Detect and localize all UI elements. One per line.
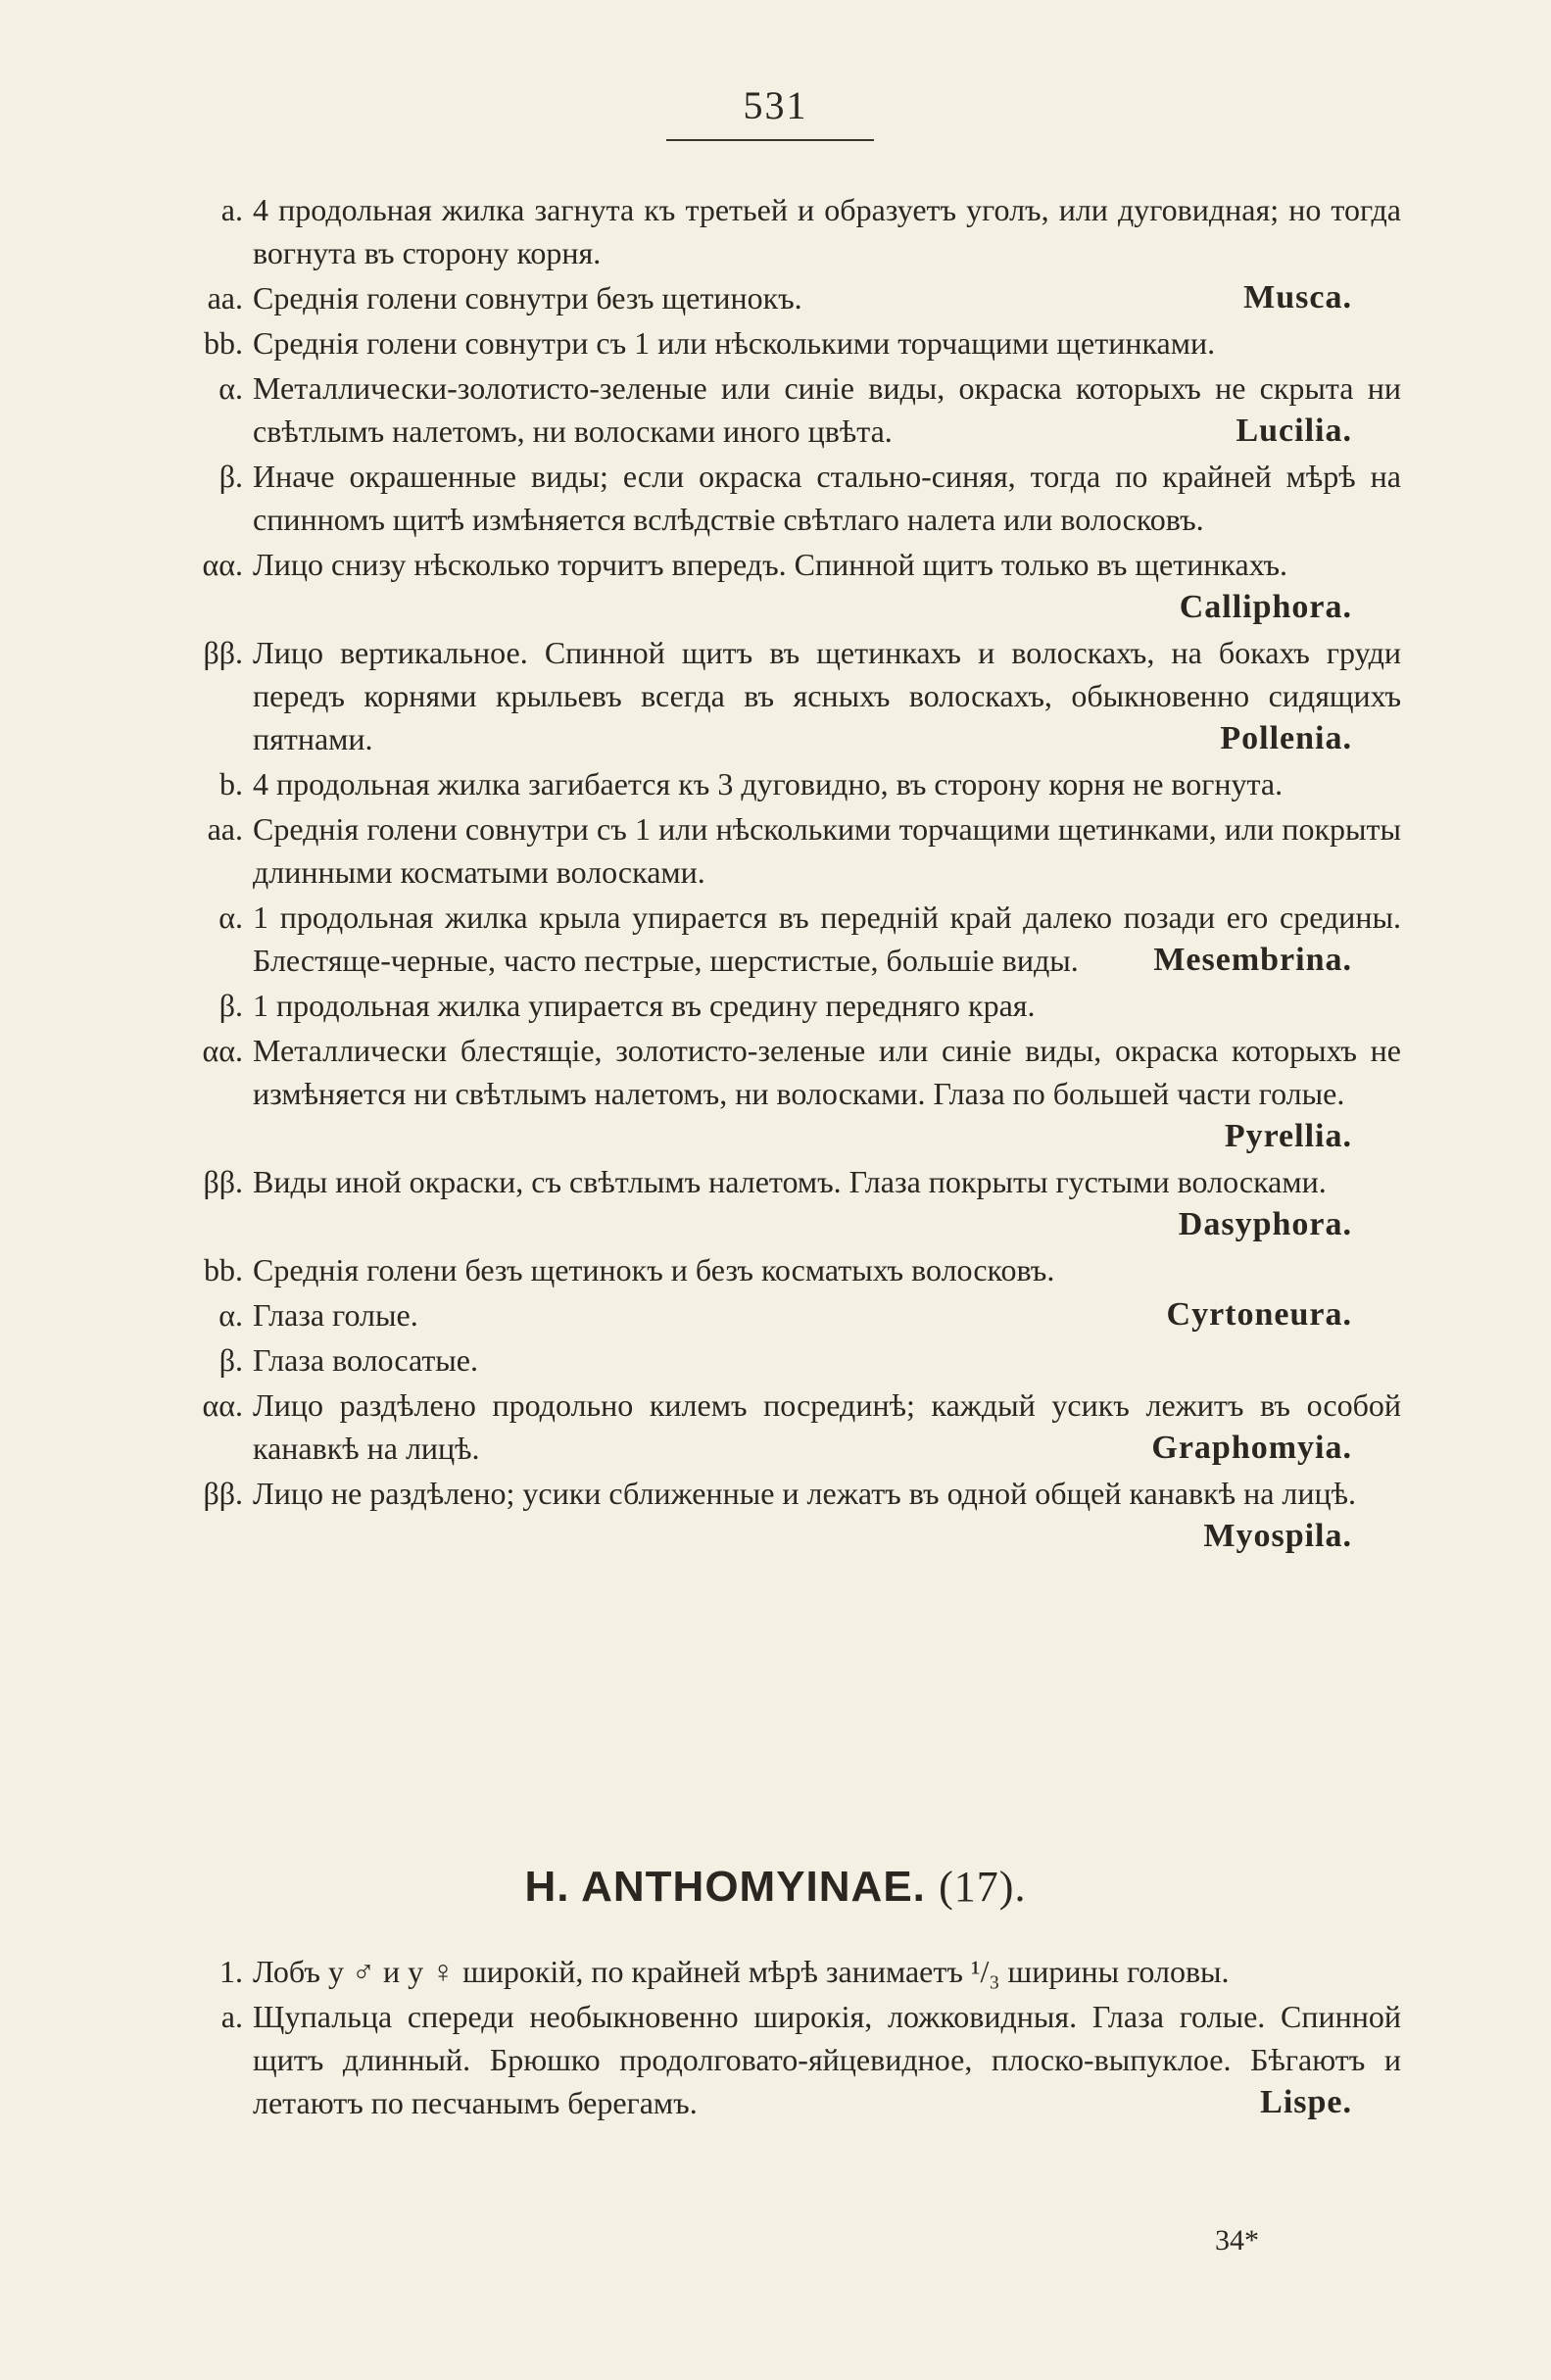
entry-text: Лицо вертикальное. Спинной щитъ въ щетинкахъ и волоскахъ, на бокахъ груди передъ корнями крыльевъ всегда въ ясныхъ волоскахъ, обыкновенно сидящихъ пятнами.	[253, 635, 1401, 756]
entry-text: Лобъ у ♂ и у ♀ широкій, по крайней мѣрѣ занимаетъ ¹/₃ ширины головы.	[253, 1954, 1230, 1989]
entry-mark: α.	[218, 899, 243, 935]
entry-mark: аа.	[207, 811, 243, 847]
genus-name: Myospila.	[1203, 1518, 1352, 1554]
key-entry	[167, 1995, 1401, 2124]
page-number: 531	[743, 83, 808, 127]
entry-text: Среднія голени совнутри съ 1 или нѣсколькими торчащими щетинками, или покрыты длинными косматыми волосками.	[253, 811, 1401, 890]
key-entry	[167, 1950, 1401, 1993]
key-entry	[167, 1029, 1401, 1158]
entry-mark: ββ.	[203, 1164, 243, 1199]
header-rule	[666, 139, 874, 141]
entry-text: 4 продольная жилка загибается къ 3 дуговидно, въ сторону корня не вогнута.	[253, 766, 1284, 801]
entry-mark: 1.	[219, 1954, 243, 1989]
entry-text: Иначе окрашенные виды; если окраска стально-синяя, тогда по крайней мѣрѣ на спинномъ щитѣ измѣняется вслѣдствіе свѣтлаго налета или волосковъ.	[253, 459, 1401, 537]
entry-mark: аа.	[207, 280, 243, 316]
key-entry	[167, 1160, 1401, 1246]
key-entry	[167, 631, 1401, 760]
entry-text: Металлически блестящіе, золотисто-зеленые или синіе виды, окраска которыхъ не измѣняется ни свѣтлымъ налетомъ, ни волосками. Глаза по большей части голые.	[253, 1033, 1401, 1111]
genus-name: Calliphora.	[1179, 589, 1352, 625]
entry-text: Металлически-золотисто-зеленые или синіе виды, окраска которыхъ не скрыта ни свѣтлымъ налетомъ, ни волосками иного цвѣта.	[253, 370, 1401, 449]
entry-text: Глаза голые.	[253, 1297, 418, 1333]
entry-text: 1 продольная жилка крыла упирается въ передній край далеко позади его средины. Блестяще-черные, часто пестрые, шерстистые, большіе виды.	[253, 899, 1401, 978]
entry-text: Щупальца спереди необыкновенно широкія, ложковидныя. Глаза голые. Спинной щитъ длинный. Брюшко продолговато-яйцевидное, плоско-выпуклое. Бѣгаютъ и летаютъ по песчанымъ берегамъ.	[253, 1999, 1401, 2120]
key-entry	[167, 321, 1401, 364]
key-entries	[167, 188, 1401, 1560]
genus-name: Lispe.	[1260, 2084, 1352, 2120]
key-entry	[167, 984, 1401, 1027]
entry-mark: bb.	[204, 325, 243, 361]
genus-name: Graphomyia.	[1151, 1430, 1352, 1466]
entry-mark: ββ.	[203, 1476, 243, 1511]
entry-mark: ββ.	[203, 635, 243, 670]
key-entry	[167, 1338, 1401, 1382]
entry-text: Среднія голени совнутри безъ щетинокъ.	[253, 280, 802, 316]
genus-name: Cyrtoneura.	[1166, 1296, 1352, 1333]
signature-mark: 34*	[1215, 2224, 1259, 2257]
key-entry	[167, 1472, 1401, 1558]
entry-mark: αα.	[202, 1387, 243, 1423]
entry-text: Виды иной окраски, съ свѣтлымъ налетомъ. Глаза покрыты густыми волосками.	[253, 1164, 1327, 1199]
entry-mark: b.	[219, 766, 243, 801]
key-entry	[167, 276, 1401, 319]
genus-name: Pollenia.	[1220, 720, 1352, 756]
genus-name: Pyrellia.	[1224, 1118, 1352, 1154]
section-heading	[0, 1862, 1551, 1912]
key-entry	[167, 366, 1401, 453]
key-entry	[167, 1293, 1401, 1336]
entry-mark: α.	[218, 1297, 243, 1333]
entry-text: Среднія голени безъ щетинокъ и безъ косматыхъ волосковъ.	[253, 1252, 1055, 1287]
key-entries-section-h	[167, 1950, 1401, 2126]
key-entry	[167, 1248, 1401, 1291]
entry-mark: a.	[220, 1999, 243, 2034]
entry-mark: αα.	[202, 547, 243, 582]
entry-mark: αα.	[202, 1033, 243, 1068]
entry-text: Глаза волосатые.	[253, 1342, 478, 1378]
entry-text: 4 продольная жилка загнута къ третьей и образуетъ уголъ, или дуговидная; но тогда вогнута въ сторону корня.	[253, 192, 1401, 270]
genus-name: Dasyphora.	[1178, 1206, 1352, 1242]
key-entry	[167, 188, 1401, 274]
entry-mark: β.	[218, 1342, 243, 1378]
entry-text: Лицо не раздѣлено; усики сближенные и лежатъ въ одной общей канавкѣ на лицѣ.	[253, 1476, 1356, 1511]
key-entry	[167, 1384, 1401, 1470]
entry-text: Лицо раздѣлено продольно килемъ посрединѣ; каждый усикъ лежитъ въ особой канавкѣ на лицѣ.	[253, 1387, 1401, 1466]
key-entry	[167, 896, 1401, 982]
entry-text: 1 продольная жилка упирается въ средину передняго края.	[253, 988, 1036, 1023]
entry-mark: α.	[218, 370, 243, 406]
entry-mark: β.	[218, 459, 243, 494]
entry-mark: β.	[218, 988, 243, 1023]
entry-text: Среднія голени совнутри съ 1 или нѣсколькими торчащими щетинками.	[253, 325, 1216, 361]
entry-text: Лицо снизу нѣсколько торчитъ впередъ. Спинной щитъ только въ щетинкахъ.	[253, 547, 1288, 582]
entry-mark: a.	[220, 192, 243, 227]
entry-mark: bb.	[204, 1252, 243, 1287]
genus-name: Mesembrina.	[1153, 942, 1352, 978]
key-entry	[167, 543, 1401, 629]
section-title: H. ANTHOMYINAE.	[524, 1863, 926, 1911]
genus-name: Lucilia.	[1236, 413, 1352, 449]
key-entry	[167, 762, 1401, 805]
key-entry	[167, 807, 1401, 894]
section-number: (17).	[939, 1863, 1027, 1911]
key-entry	[167, 455, 1401, 541]
genus-name: Musca.	[1243, 279, 1352, 316]
